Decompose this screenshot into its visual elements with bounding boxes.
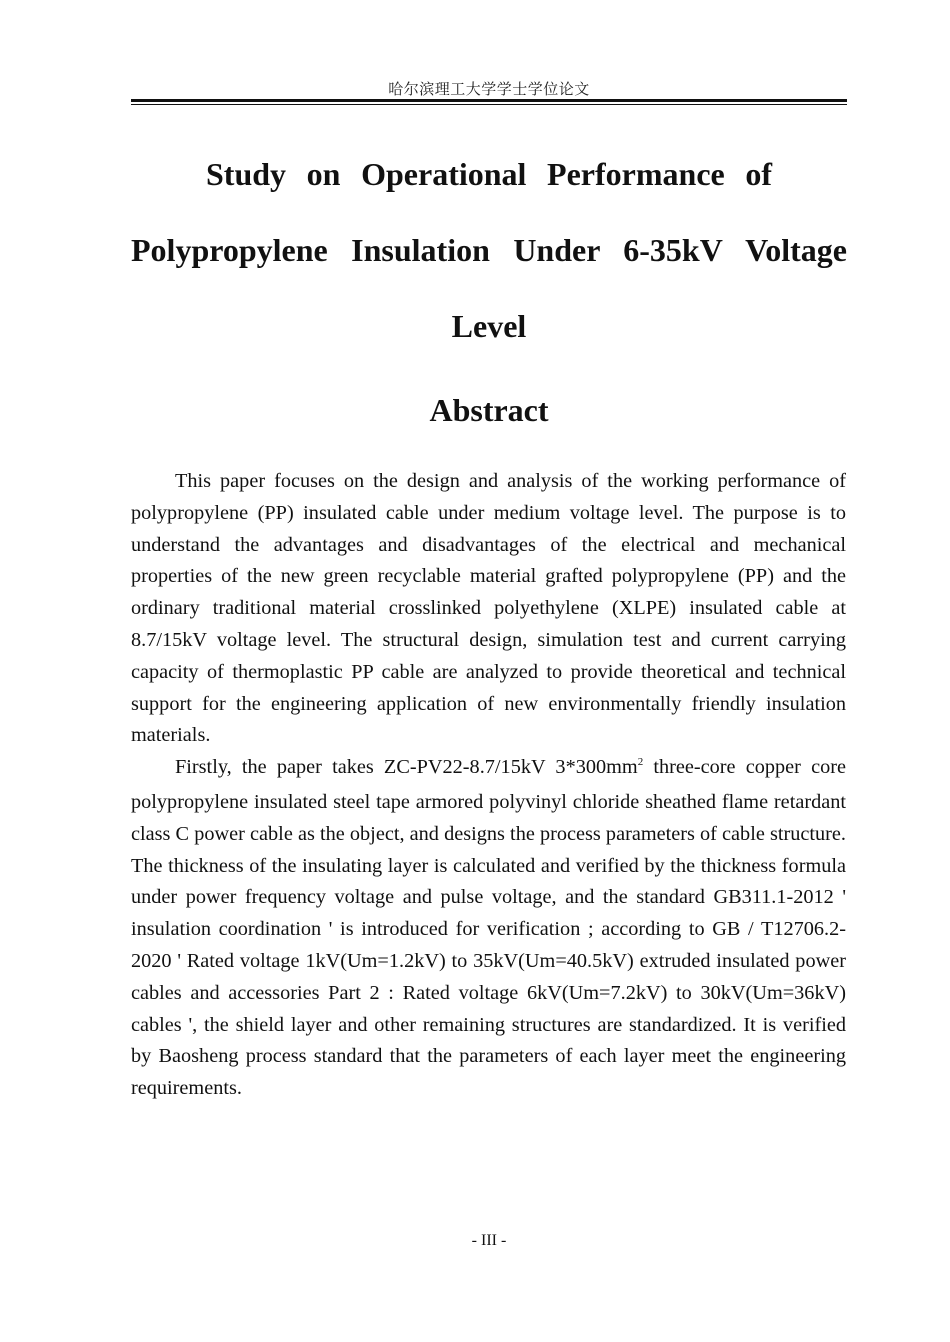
abstract-paragraph-2 [131, 752, 846, 1105]
title-line-3: Level [451, 308, 527, 344]
title-line-1: Study on Operational Performance of [206, 156, 772, 192]
paragraph-2-text-b: three-core copper core polypropylene insulated steel tape armored polyvinyl chloride sheathed flame retardant class C power cable as the object, and designs the process parameters of cable structure. The thickness of the insulating layer is calculated and verified by the thickness formula under power frequency voltage and pulse voltage, and the standard GB311.1-2012 ' insulation coordination ' is introduced for verification ; according to GB / T12706.2-2020 ' Rated voltage 1kV(Um=1.2kV) to 35kV(Um=40.5kV) extruded insulated power cables and accessories Part 2 : Rated voltage 6kV(Um=7.2kV) to 30kV(Um=36kV) cables ', the shield layer and other remaining structures are standardized. It is verified by Baosheng process standard that the parameters of each layer meet the engineering requirements. [131, 756, 846, 1100]
superscript-2: 2 [637, 756, 644, 769]
header-rule-thick [131, 99, 847, 102]
abstract-body [131, 466, 846, 1105]
thesis-title [131, 136, 847, 364]
abstract-heading: Abstract [429, 392, 549, 428]
running-header: 哈尔滨理工大学学士学位论文 [388, 80, 590, 98]
paragraph-2-text-a: Firstly, the paper takes ZC-PV22-8.7/15kV 3*300mm [175, 756, 638, 779]
title-line-2: Polypropylene Insulation Under 6-35kV Voltage [131, 232, 847, 268]
page-number: - III - [471, 1232, 507, 1249]
header-rule-thin [131, 104, 847, 105]
abstract-paragraph-1: This paper focuses on the design and analysis of the working performance of polypropylene (PP) insulated cable under medium voltage level. The purpose is to understand the advantages and disadvantages of the electrical and mechanical properties of the new green recyclable material grafted polypropylene (PP) and the ordinary traditional material crosslinked polyethylene (XLPE) insulated cable at 8.7/15kV voltage level. The structural design, simulation test and current carrying capacity of thermoplastic PP cable are analyzed to provide theoretical and technical support for the engineering application of new environmentally friendly insulation materials. [131, 470, 846, 747]
